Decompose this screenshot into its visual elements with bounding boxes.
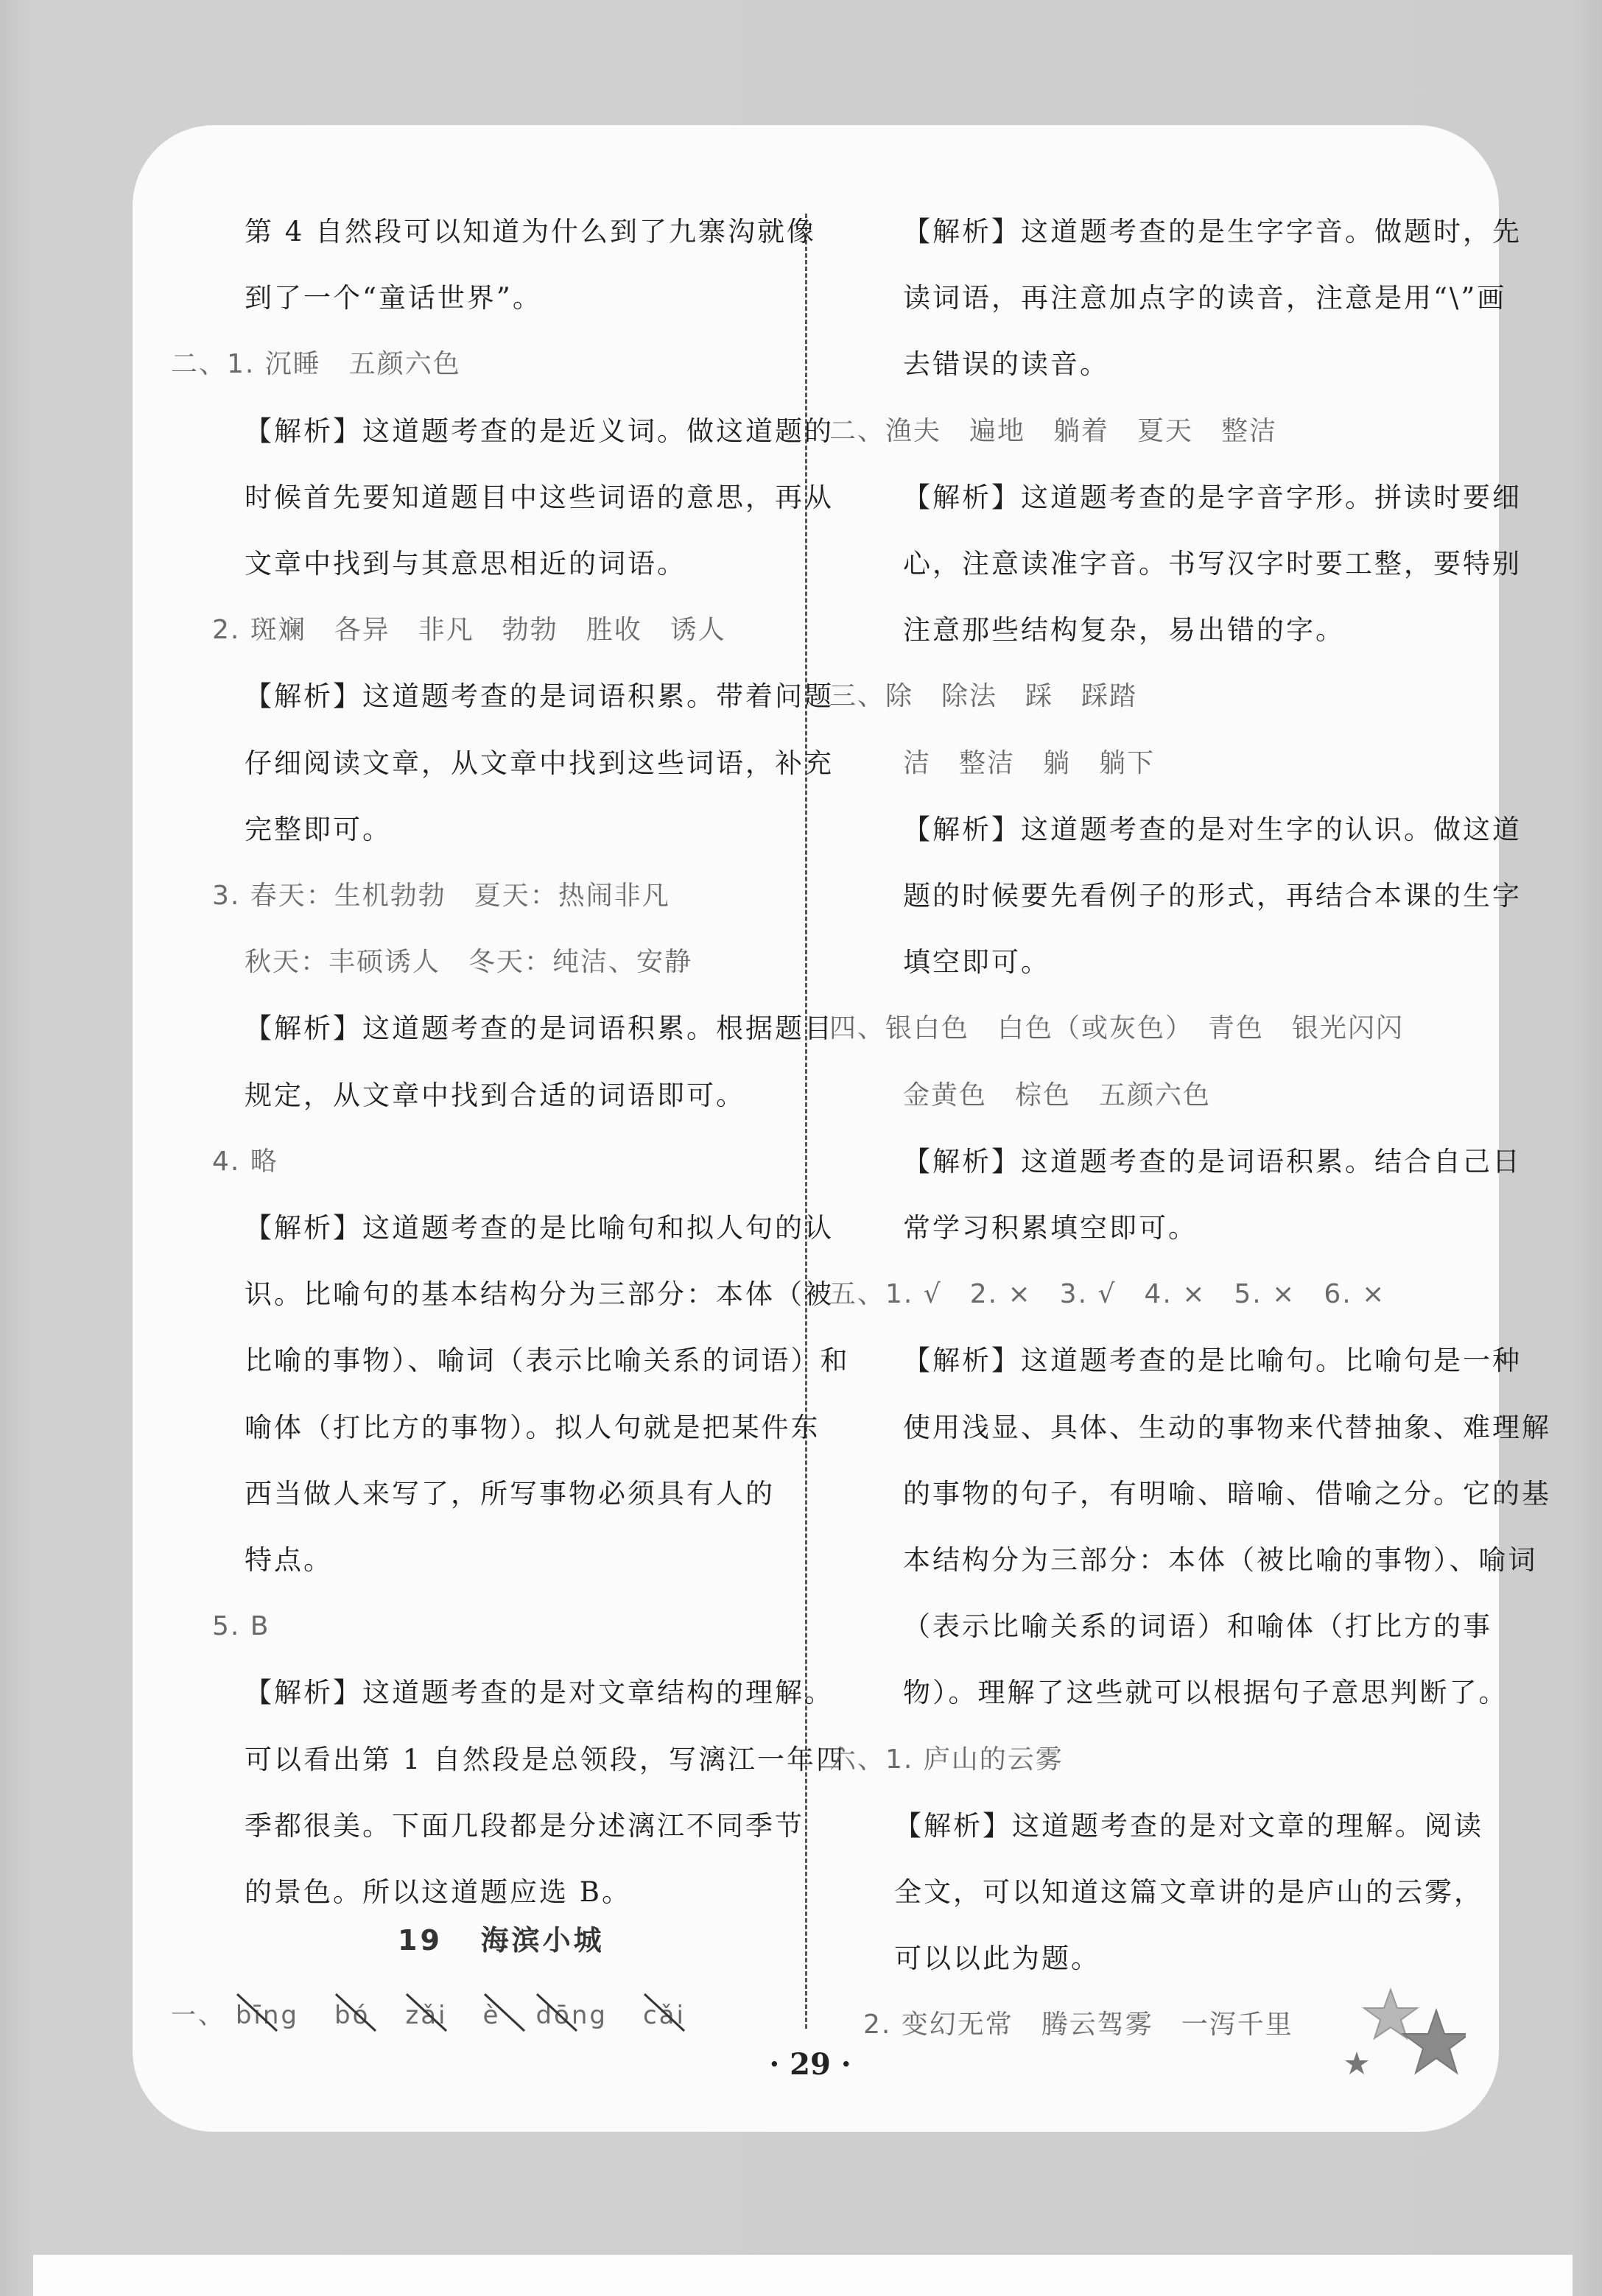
explanation-line: 仔细阅读文章，从文章中找到这些词语，补充: [245, 747, 834, 779]
explanation-line: 【解析】这道题考查的是比喻句。比喻句是一种: [903, 1345, 1522, 1377]
explanation-line: 【解析】这道题考查的是字音字形。拼读时要细: [903, 481, 1522, 513]
explanation-line: 【解析】这道题考查的是近义词。做这道题的: [245, 415, 834, 447]
strike-mark-icon: [531, 1990, 590, 2034]
pinyin-text: dōng: [535, 2001, 608, 2030]
star-decoration: [1341, 1988, 1466, 2080]
explanation-line: 【解析】这道题考查的是生字字音。做题时，先: [903, 216, 1522, 247]
pinyin-row: [171, 1997, 721, 2034]
pinyin-option: [405, 1997, 447, 2034]
explanation-line: 的景色。所以这道题应选 B。: [245, 1876, 631, 1908]
pinyin-text: bó: [334, 2001, 370, 2030]
scan-bottom-margin: [33, 2255, 1573, 2296]
explanation-line: 心，注意读准字音。书写汉字时要工整，要特别: [903, 548, 1522, 580]
explanation-line: 可以以此为题。: [894, 1943, 1100, 1975]
explanation-line: 规定，从文章中找到合适的词语即可。: [245, 1079, 745, 1111]
answer-line: 三、除 除法 踩 踩踏: [829, 681, 1138, 712]
explanation-line: 【解析】这道题考查的是词语积累。带着问题: [245, 680, 834, 713]
explanation-line: 本结构分为三部分：本体（被比喻的事物）、喻词: [903, 1544, 1538, 1576]
strike-mark-icon: [479, 1990, 538, 2034]
pinyin-items: [236, 2001, 721, 2030]
explanation-line: 注意那些结构复杂，易出错的字。: [903, 614, 1345, 647]
page-number: · 29 ·: [769, 2047, 851, 2082]
lesson-heading: [398, 1922, 605, 1959]
answer-line: 秋天：丰硕诱人 冬天：纯洁、安静: [245, 947, 693, 978]
strike-mark-icon: [401, 1990, 460, 2034]
answer-line: 洁 整洁 躺 躺下: [903, 747, 1156, 778]
explanation-line: 比喻的事物）、喻词（表示比喻关系的词语）和: [245, 1345, 850, 1377]
explanation-line: 【解析】这道题考查的是对文章的理解。阅读: [894, 1809, 1483, 1842]
explanation-line: 【解析】这道题考查的是对生字的认识。做这道: [903, 813, 1522, 845]
pinyin-text: zǎi: [405, 2001, 448, 2030]
explanation-line: 西当做人来写了，所写事物必须具有人的: [245, 1477, 775, 1510]
explanation-line: 【解析】这道题考查的是对文章结构的理解。: [245, 1677, 834, 1709]
pinyin-option: [334, 1997, 370, 2034]
explanation-line: 季都很美。下面几段都是分述漓江不同季节: [245, 1809, 804, 1842]
answer-line: 5. B: [212, 1611, 270, 1642]
answer-line: 4. 略: [212, 1146, 278, 1177]
explanation-line: 可以看出第 1 自然段是总领段，写漓江一年四: [245, 1743, 846, 1775]
explanation-line: 填空即可。: [903, 946, 1050, 979]
answer-line: 2. 变幻无常 腾云驾雾 一泻千里: [863, 2010, 1293, 2040]
pinyin-text: è: [482, 2001, 501, 2030]
answer-line: 金黄色 棕色 五颜六色: [903, 1080, 1212, 1110]
explanation-line: 到了一个“童话世界”。: [245, 282, 542, 314]
explanation-line: 全文，可以知道这篇文章讲的是庐山的云雾，: [894, 1876, 1483, 1908]
answer-line: 2. 斑斓 各异 非凡 勃勃 胜收 诱人: [212, 615, 726, 646]
answer-line: 五、1. √ 2. × 3. √ 4. × 5. × 6. ×: [829, 1279, 1386, 1310]
answer-line: 3. 春天：生机勃勃 夏天：热闹非凡: [212, 881, 670, 911]
explanation-line: 【解析】这道题考查的是词语积累。结合自己日: [903, 1145, 1522, 1177]
explanation-line: 常学习积累填空即可。: [903, 1212, 1198, 1244]
pinyin-option: [535, 1997, 608, 2034]
explanation-line: 【解析】这道题考查的是比喻句和拟人句的认: [245, 1212, 834, 1244]
answer-line: 二、渔夫 遍地 躺着 夏天 整洁: [829, 415, 1278, 446]
explanation-line: 去错误的读音。: [903, 348, 1109, 381]
explanation-line: 【解析】这道题考查的是词语积累。根据题目: [245, 1013, 834, 1045]
explanation-line: 使用浅显、具体、生动的事物来代替抽象、难理解: [903, 1411, 1551, 1443]
star-icon: [1341, 1988, 1466, 2077]
explanation-line: 喻体（打比方的事物）。拟人句就是把某件东: [245, 1411, 821, 1443]
explanation-line: 时候首先要知道题目中这些词语的意思，再从: [245, 481, 834, 513]
pinyin-option: [643, 1997, 686, 2034]
lesson-title: 海滨小城: [480, 1924, 605, 1957]
pinyin-text: bīng: [235, 2001, 299, 2030]
pinyin-option: [236, 1997, 299, 2034]
strike-mark-icon: [330, 1990, 389, 2034]
pinyin-prefix: 一、: [171, 2001, 225, 2030]
explanation-line: 识。比喻句的基本结构分为三部分：本体（被: [245, 1278, 834, 1311]
answer-line: 六、1. 庐山的云雾: [829, 1744, 1064, 1775]
explanation-line: 完整即可。: [245, 813, 392, 845]
strike-mark-icon: [639, 1990, 698, 2034]
explanation-line: 题的时候要先看例子的形式，再结合本课的生字: [903, 880, 1522, 912]
explanation-line: 的事物的句子，有明喻、暗喻、借喻之分。它的基: [903, 1477, 1551, 1510]
explanation-line: 物）。理解了这些就可以根据句子意思判断了。: [903, 1677, 1508, 1709]
explanation-line: 特点。: [245, 1544, 333, 1576]
strike-mark-icon: [231, 1990, 290, 2034]
answer-line: 二、1. 沉睡 五颜六色: [171, 349, 461, 380]
explanation-line: （表示比喻关系的词语）和喻体（打比方的事: [903, 1610, 1492, 1643]
explanation-line: 文章中找到与其意思相近的词语。: [245, 548, 686, 580]
explanation-line: 读词语，再注意加点字的读音，注意是用“\”画: [903, 282, 1507, 314]
pinyin-text: cǎi: [642, 2001, 686, 2030]
explanation-line: 第 4 自然段可以知道为什么到了九寨沟就像: [245, 216, 817, 247]
pinyin-option: [483, 1997, 501, 2034]
answer-line: 四、银白色 白色（或灰色） 青色 银光闪闪: [829, 1013, 1405, 1044]
lesson-number: 19: [398, 1924, 443, 1957]
